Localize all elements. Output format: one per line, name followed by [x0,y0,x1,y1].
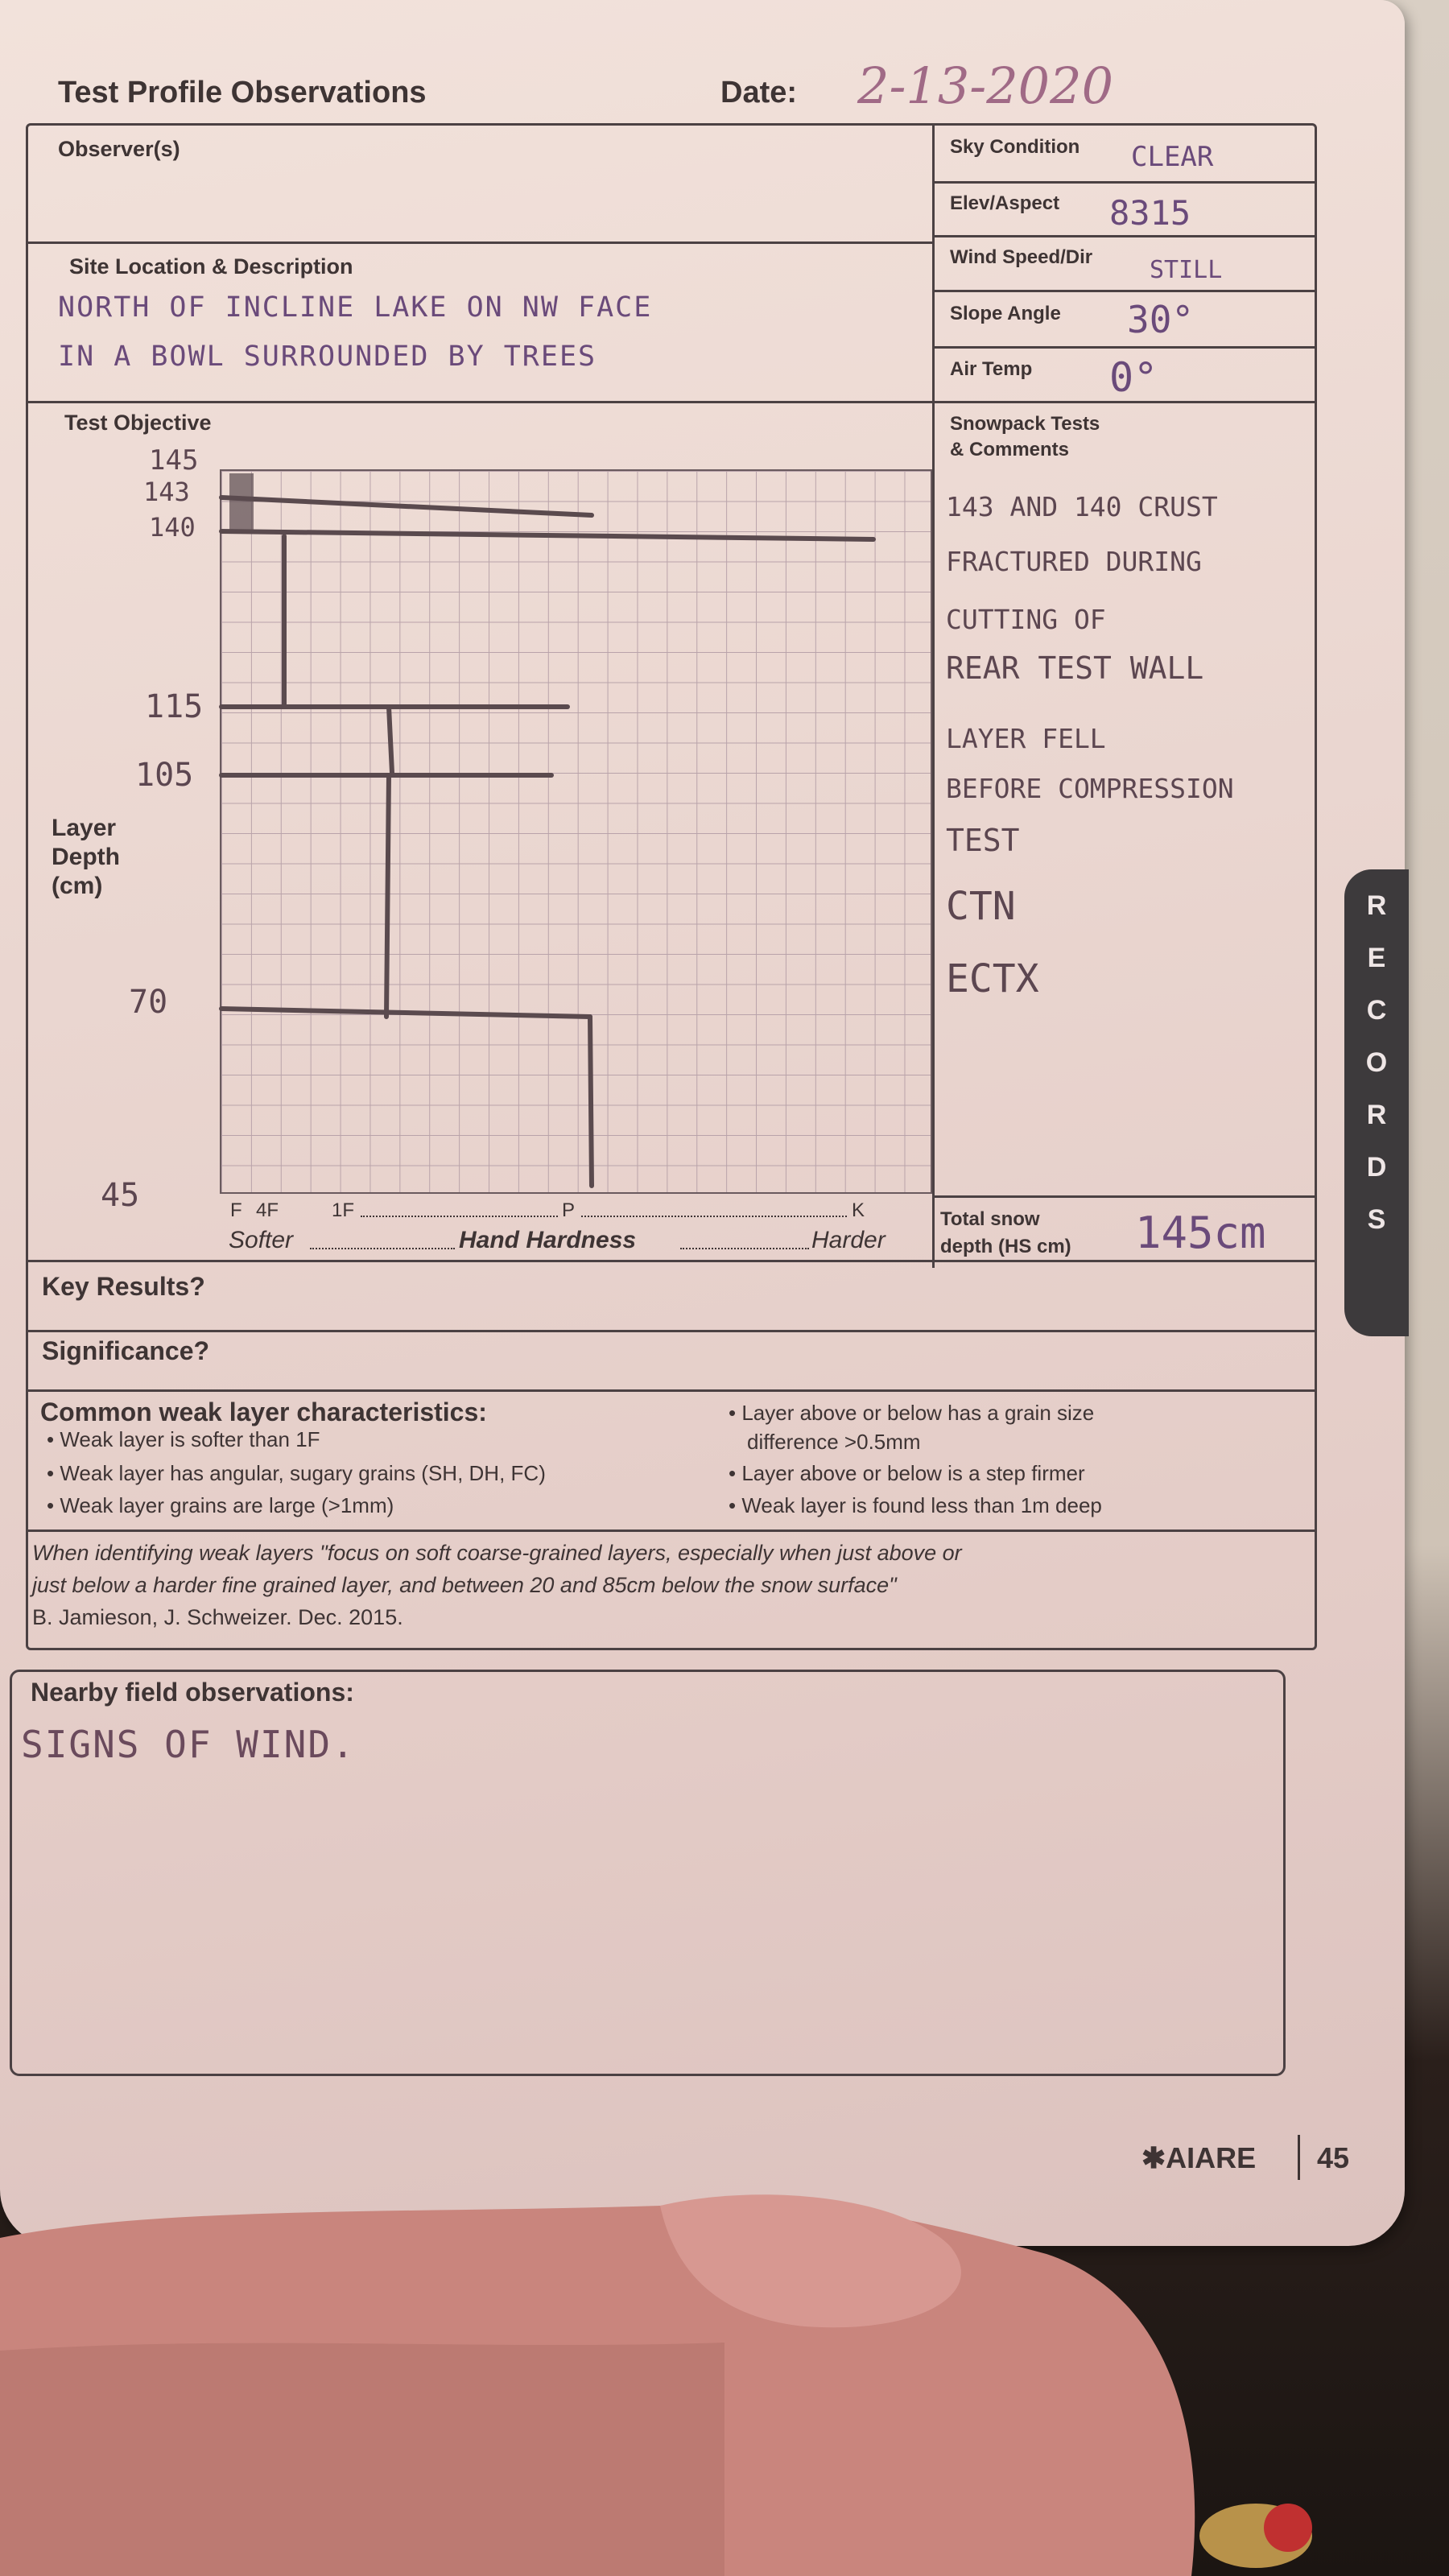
comment-line-5: LAYER FELL [946,723,1106,754]
axis-dotted-3 [310,1248,455,1249]
comment-line-8: CTN [946,884,1016,929]
observer-divider [27,242,932,244]
hardness-tick-1f: 1F [332,1199,355,1221]
site-description-line-2: IN A BOWL SURROUNDED BY TREES [58,341,597,373]
nearby-observations-value: SIGNS OF WIND. [21,1723,356,1766]
site-description-line-1: NORTH OF INCLINE LAKE ON NW FACE [58,291,653,324]
weak-layer-left-2: • Weak layer has angular, sugary grains (SH, DH, FC) [47,1461,546,1485]
snowpack-comments-label: & Comments [950,439,1070,460]
results-bottom-line [27,1389,1315,1392]
depth-mark-45: 45 [101,1177,140,1214]
slope-angle-label: Slope Angle [950,303,1061,324]
depth-mark-143: 143 [143,477,190,507]
comment-line-3: CUTTING OF [946,604,1106,635]
hardness-dotted-1 [361,1216,558,1217]
axis-dotted-4 [680,1248,809,1249]
weak-layer-right-4: • Weak layer is found less than 1m deep [729,1493,1102,1517]
weak-layer-right-3: • Layer above or below is a step firmer [729,1461,1085,1485]
quote-divider [27,1530,1315,1532]
records-letter-e: E [1367,943,1386,973]
total-snow-label-1: Total snow [940,1208,1040,1230]
cond-line-2 [934,235,1315,237]
profile-step-115-105 [389,707,392,773]
records-letter-r1: R [1366,890,1387,921]
comment-line-4: REAR TEST WALL [946,650,1204,686]
weak-layer-left-1: • Weak layer is softer than 1F [47,1427,320,1451]
page-title: Test Profile Observations [58,76,427,109]
depth-mark-105: 105 [135,757,194,794]
footer-separator [1298,2135,1300,2180]
results-mid-line [27,1330,1315,1332]
comment-line-9: ECTX [946,956,1039,1001]
weak-layer-right-1: • Layer above or below has a grain size [729,1401,1095,1425]
objective-label: Test Objective [64,411,212,435]
weak-layer-right-2: difference >0.5mm [747,1430,921,1454]
air-temp-label: Air Temp [950,358,1033,380]
records-tab[interactable] [1344,869,1409,1336]
quote-attribution: B. Jamieson, J. Schweizer. Dec. 2015. [32,1605,403,1629]
hardness-dotted-2 [581,1216,847,1217]
sky-condition-label: Sky Condition [950,136,1080,158]
sky-condition-value: CLEAR [1131,141,1214,173]
observers-label: Observer(s) [58,137,180,161]
holding-hand [0,2190,1449,2576]
quote-line-1: When identifying weak layers "focus on soft coarse-grained layers, especially when just above or [32,1541,962,1565]
air-temp-value: 0° [1109,354,1158,401]
nearby-observations-label: Nearby field observations: [31,1678,354,1707]
slope-angle-value: 30° [1127,298,1195,341]
cond-line-5 [934,401,1315,403]
quote-line-2: just below a harder fine grained layer, and between 20 and 85cm below the snow surface" [32,1573,897,1597]
softer-label: Softer [229,1227,294,1253]
comment-line-1: 143 AND 140 CRUST [946,491,1218,522]
date-label: Date: [720,76,798,109]
depth-mark-70: 70 [129,984,168,1021]
records-letter-c: C [1366,995,1387,1026]
finger-shadow [0,2343,724,2576]
records-letter-o: O [1365,1047,1388,1078]
total-snow-value: 145cm [1135,1208,1266,1258]
wind-value: STILL [1150,256,1223,284]
hand-hardness-label: Hand Hardness [459,1227,637,1253]
elev-aspect-value: 8315 [1109,193,1191,233]
site-label: Site Location & Description [69,254,353,279]
depth-mark-140: 140 [149,512,196,543]
aiare-logo: ✱AIARE [1141,2141,1257,2174]
page-number: 45 [1317,2141,1350,2174]
layer-depth-label-2: Depth [52,844,120,870]
wind-label: Wind Speed/Dir [950,246,1093,268]
hardness-tick-4f: 4F [256,1199,279,1221]
snowpack-tests-label: Snowpack Tests [950,413,1100,435]
cond-line-3 [934,290,1315,292]
profile-step-70-45 [590,1017,592,1186]
comment-line-7: TEST [946,823,1020,858]
depth-mark-115: 115 [145,688,204,725]
cond-line-1 [934,181,1315,184]
layer-depth-label-1: Layer [52,815,117,841]
records-letter-d: D [1366,1152,1387,1183]
date-value: 2-13-2020 [857,56,1114,115]
elev-aspect-label: Elev/Aspect [950,192,1060,214]
significance-label: Significance? [42,1336,210,1365]
key-results-label: Key Results? [42,1272,205,1301]
cond-line-6 [934,1195,1315,1198]
weak-layer-heading: Common weak layer characteristics: [40,1397,487,1426]
records-letter-s: S [1367,1204,1386,1235]
site-divider [27,401,932,403]
weak-layer-left-3: • Weak layer grains are large (>1mm) [47,1493,394,1517]
hardness-profile-drawing [213,465,938,1198]
total-snow-label-2: depth (HS cm) [940,1236,1071,1257]
profile-line-143 [221,497,592,515]
results-top-line [27,1260,1315,1262]
depth-mark-145: 145 [149,444,199,477]
pencil-eraser [1264,2504,1312,2552]
records-letter-r2: R [1366,1100,1387,1130]
comment-line-6: BEFORE COMPRESSION [946,773,1234,804]
layer-depth-label-3: (cm) [52,873,103,899]
comment-line-2: FRACTURED DURING [946,546,1202,577]
harder-label: Harder [811,1227,886,1253]
hardness-tick-k: K [852,1199,865,1221]
crust-scribble [229,473,254,530]
profile-line-140 [221,531,873,539]
hardness-tick-f: F [230,1199,242,1221]
hardness-tick-p: P [562,1199,576,1221]
profile-step-105-70 [386,775,389,1017]
profile-line-70 [221,1009,590,1017]
cond-line-4 [934,346,1315,349]
